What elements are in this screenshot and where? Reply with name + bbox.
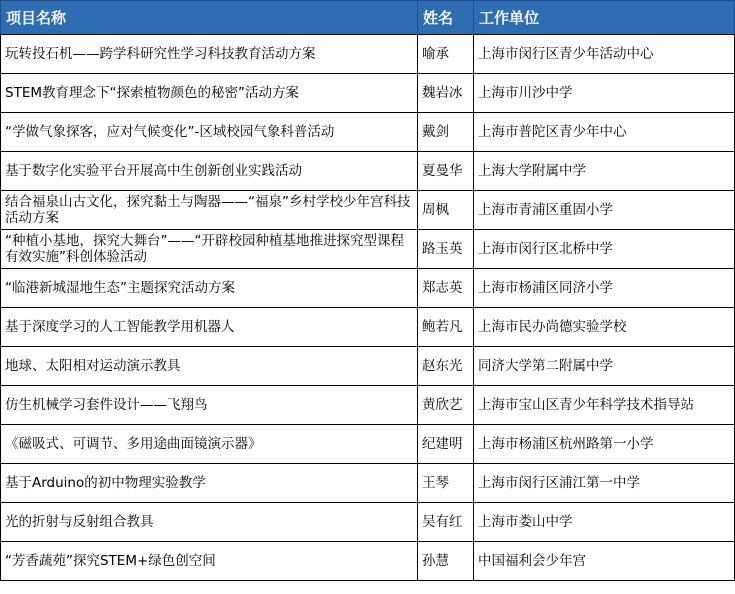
cell-name: 鲍若凡 xyxy=(418,308,474,347)
cell-name: 吴有红 xyxy=(418,503,474,542)
cell-unit: 上海市川沙中学 xyxy=(474,74,735,113)
cell-project: STEM教育理念下“探索植物颜色的秘密”活动方案 xyxy=(1,74,418,113)
cell-name: 夏曼华 xyxy=(418,152,474,191)
cell-name: 路玉英 xyxy=(418,230,474,269)
cell-project: 基于数字化实验平台开展高中生创新创业实践活动 xyxy=(1,152,418,191)
cell-name: 戴剑 xyxy=(418,113,474,152)
cell-name: 纪建明 xyxy=(418,425,474,464)
cell-unit: 上海市杨浦区同济小学 xyxy=(474,269,735,308)
table-row xyxy=(1,269,735,308)
cell-project: 基于Arduino的初中物理实验教学 xyxy=(1,464,418,503)
cell-unit: 上海市民办尚德实验学校 xyxy=(474,308,735,347)
table-row xyxy=(1,191,735,230)
cell-unit: 上海市青浦区重固小学 xyxy=(474,191,735,230)
cell-name: 黄欣艺 xyxy=(418,386,474,425)
cell-project: “芳香蔬苑”探究STEM+绿色创空间 xyxy=(1,542,418,581)
cell-project: 仿生机械学习套件设计——飞翔鸟 xyxy=(1,386,418,425)
cell-name: 喻承 xyxy=(418,35,474,74)
cell-unit: 上海市娄山中学 xyxy=(474,503,735,542)
cell-unit: 上海市闵行区北桥中学 xyxy=(474,230,735,269)
cell-name: 魏岩冰 xyxy=(418,74,474,113)
table-row xyxy=(1,230,735,269)
header-work-unit: 工作单位 xyxy=(474,1,735,35)
table-row xyxy=(1,74,735,113)
cell-project: 基于深度学习的人工智能教学用机器人 xyxy=(1,308,418,347)
cell-unit: 上海市普陀区青少年中心 xyxy=(474,113,735,152)
cell-name: 赵东光 xyxy=(418,347,474,386)
cell-unit: 上海市杨浦区杭州路第一小学 xyxy=(474,425,735,464)
cell-unit: 上海大学附属中学 xyxy=(474,152,735,191)
cell-project: 《磁吸式、可调节、多用途曲面镜演示器》 xyxy=(1,425,418,464)
table-row xyxy=(1,425,735,464)
table-row xyxy=(1,308,735,347)
cell-project: 结合福泉山古文化，探究黏土与陶器——“福泉”乡村学校少年宫科技活动方案 xyxy=(1,191,418,230)
cell-project: 地球、太阳相对运动演示教具 xyxy=(1,347,418,386)
cell-name: 孙慧 xyxy=(418,542,474,581)
table-row xyxy=(1,386,735,425)
cell-project: 光的折射与反射组合教具 xyxy=(1,503,418,542)
table-row xyxy=(1,113,735,152)
cell-name: 王琴 xyxy=(418,464,474,503)
cell-project: “临港新城湿地生态”主题探究活动方案 xyxy=(1,269,418,308)
cell-unit: 上海市闵行区浦江第一中学 xyxy=(474,464,735,503)
cell-name: 郑志英 xyxy=(418,269,474,308)
cell-name: 周枫 xyxy=(418,191,474,230)
table-row xyxy=(1,347,735,386)
cell-unit: 上海市宝山区青少年科学技术指导站 xyxy=(474,386,735,425)
table-row xyxy=(1,542,735,581)
cell-unit: 中国福利会少年宫 xyxy=(474,542,735,581)
table-header xyxy=(1,1,735,35)
cell-project: “种植小基地，探究大舞台”——“开辟校园种植基地推进探究型课程有效实施”科创体验活动 xyxy=(1,230,418,269)
table-row xyxy=(1,464,735,503)
cell-project: “学做气象探客，应对气候变化”-区域校园气象科普活动 xyxy=(1,113,418,152)
cell-project: 玩转投石机——跨学科研究性学习科技教育活动方案 xyxy=(1,35,418,74)
table-row xyxy=(1,35,735,74)
header-project-name: 项目名称 xyxy=(1,1,418,35)
cell-unit: 同济大学第二附属中学 xyxy=(474,347,735,386)
table-row xyxy=(1,503,735,542)
header-person-name: 姓名 xyxy=(418,1,474,35)
table-row xyxy=(1,152,735,191)
table-body xyxy=(1,35,735,581)
cell-unit: 上海市闵行区青少年活动中心 xyxy=(474,35,735,74)
header-row xyxy=(1,1,735,35)
